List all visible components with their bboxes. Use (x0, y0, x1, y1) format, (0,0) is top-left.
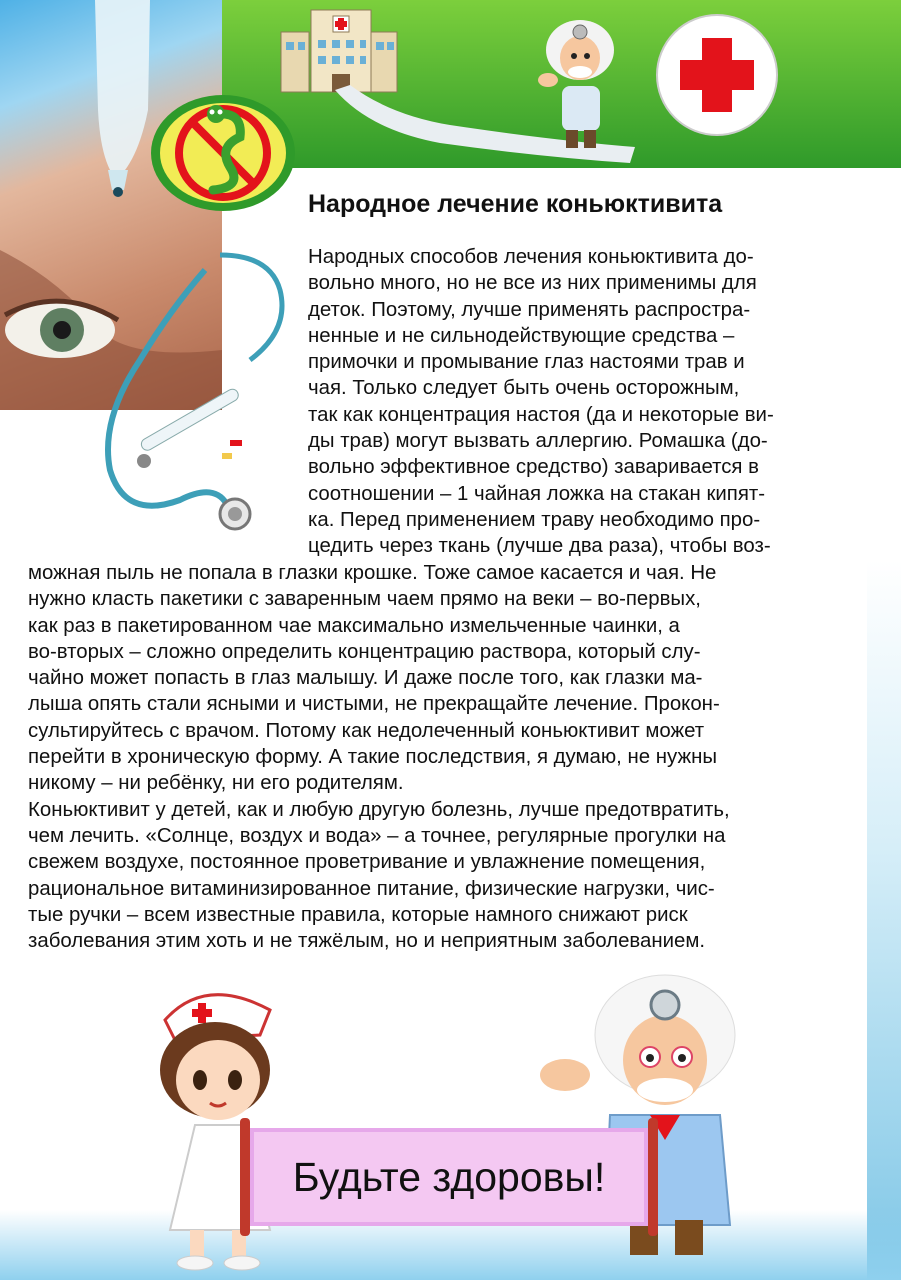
text-line: никому – ни ребёнку, ни его родителям. (28, 772, 404, 795)
text-line: лыша опять стали ясными и чистыми, не прекращайте лечение. Прокон- (28, 693, 720, 716)
body-text-full (28, 560, 730, 954)
text-line: чайно может попасть в глаз малышу. И даже после того, как глазки ма- (28, 667, 703, 690)
scroll-rod-left (240, 1118, 250, 1236)
text-line: свежем воздухе, постоянное проветривание и увлажнение помещения, (28, 851, 706, 874)
text-line: примочки и промывание глаз настоями трав и (308, 351, 745, 374)
thermometer-icon (130, 385, 250, 475)
text-line: чая. Только следует быть очень осторожным, (308, 377, 740, 400)
text-line: чем лечить. «Солнце, воздух и вода» – а точнее, регулярные прогулки на (28, 824, 726, 847)
red-cross-icon (656, 14, 778, 136)
text-line: вольно эффективное средство) заваривается в (308, 456, 759, 479)
text-line: нужно класть пакетики с заваренным чаем прямо на веки – во-первых, (28, 588, 701, 611)
text-line: Народных способов лечения коньюктивита до- (308, 246, 754, 268)
scroll-rod-right (648, 1118, 658, 1236)
text-line: Коньюктивит у детей, как и любую другую болезнь, лучше предотвратить, (28, 798, 730, 821)
text-line: ненные и не сильнодействующие средства – (308, 324, 735, 347)
text-line: деток. Поэтому, лучше применять распростра- (308, 298, 751, 321)
text-line: ды трав) могут вызвать аллергию. Ромашка (до- (308, 430, 768, 453)
text-line: заболевания этим хоть и не тяжёлым, но и неприятным заболеванием. (28, 930, 706, 953)
text-line: сультируйтесь с врачом. Потому как недолеченный коньюктивит может (28, 719, 705, 742)
text-line: можная пыль не попала в глазки крошке. Тоже самое касается и чая. Не (28, 562, 717, 584)
text-line: перейти в хроническую форму. А такие последствия, я думаю, не нужны (28, 746, 718, 769)
body-text-indented (308, 244, 774, 560)
text-line: соотношении – 1 чайная ложка на стакан кипят- (308, 482, 765, 505)
right-blue-band (867, 560, 901, 1280)
text-line: как раз в пакетированном чае максимально измельченные чаинки, а (28, 614, 680, 637)
text-line: так как концентрация настоя (да и некоторые ви- (308, 403, 774, 426)
text-line: ка. Перед применением траву необходимо про- (308, 508, 761, 531)
text-line: рациональное витаминизированное питание, физические нагрузки, чис- (28, 877, 715, 900)
no-virus-icon (148, 92, 298, 214)
text-line: тые ручки – всем известные правила, которые намного снижают риск (28, 903, 688, 926)
doctor-icon (530, 8, 630, 156)
nurse-icon (150, 975, 320, 1275)
banner-text: Будьте здоровы! (292, 1153, 606, 1200)
text-line: цедить через ткань (лучше два раза), чтобы воз- (308, 535, 771, 558)
text-line: вольно много, но не все из них применимы для (308, 272, 757, 295)
text-line: во-вторых – сложно определить концентрацию раствора, который слу- (28, 640, 701, 663)
page-title: Народное лечение коньюктивита (308, 190, 723, 218)
